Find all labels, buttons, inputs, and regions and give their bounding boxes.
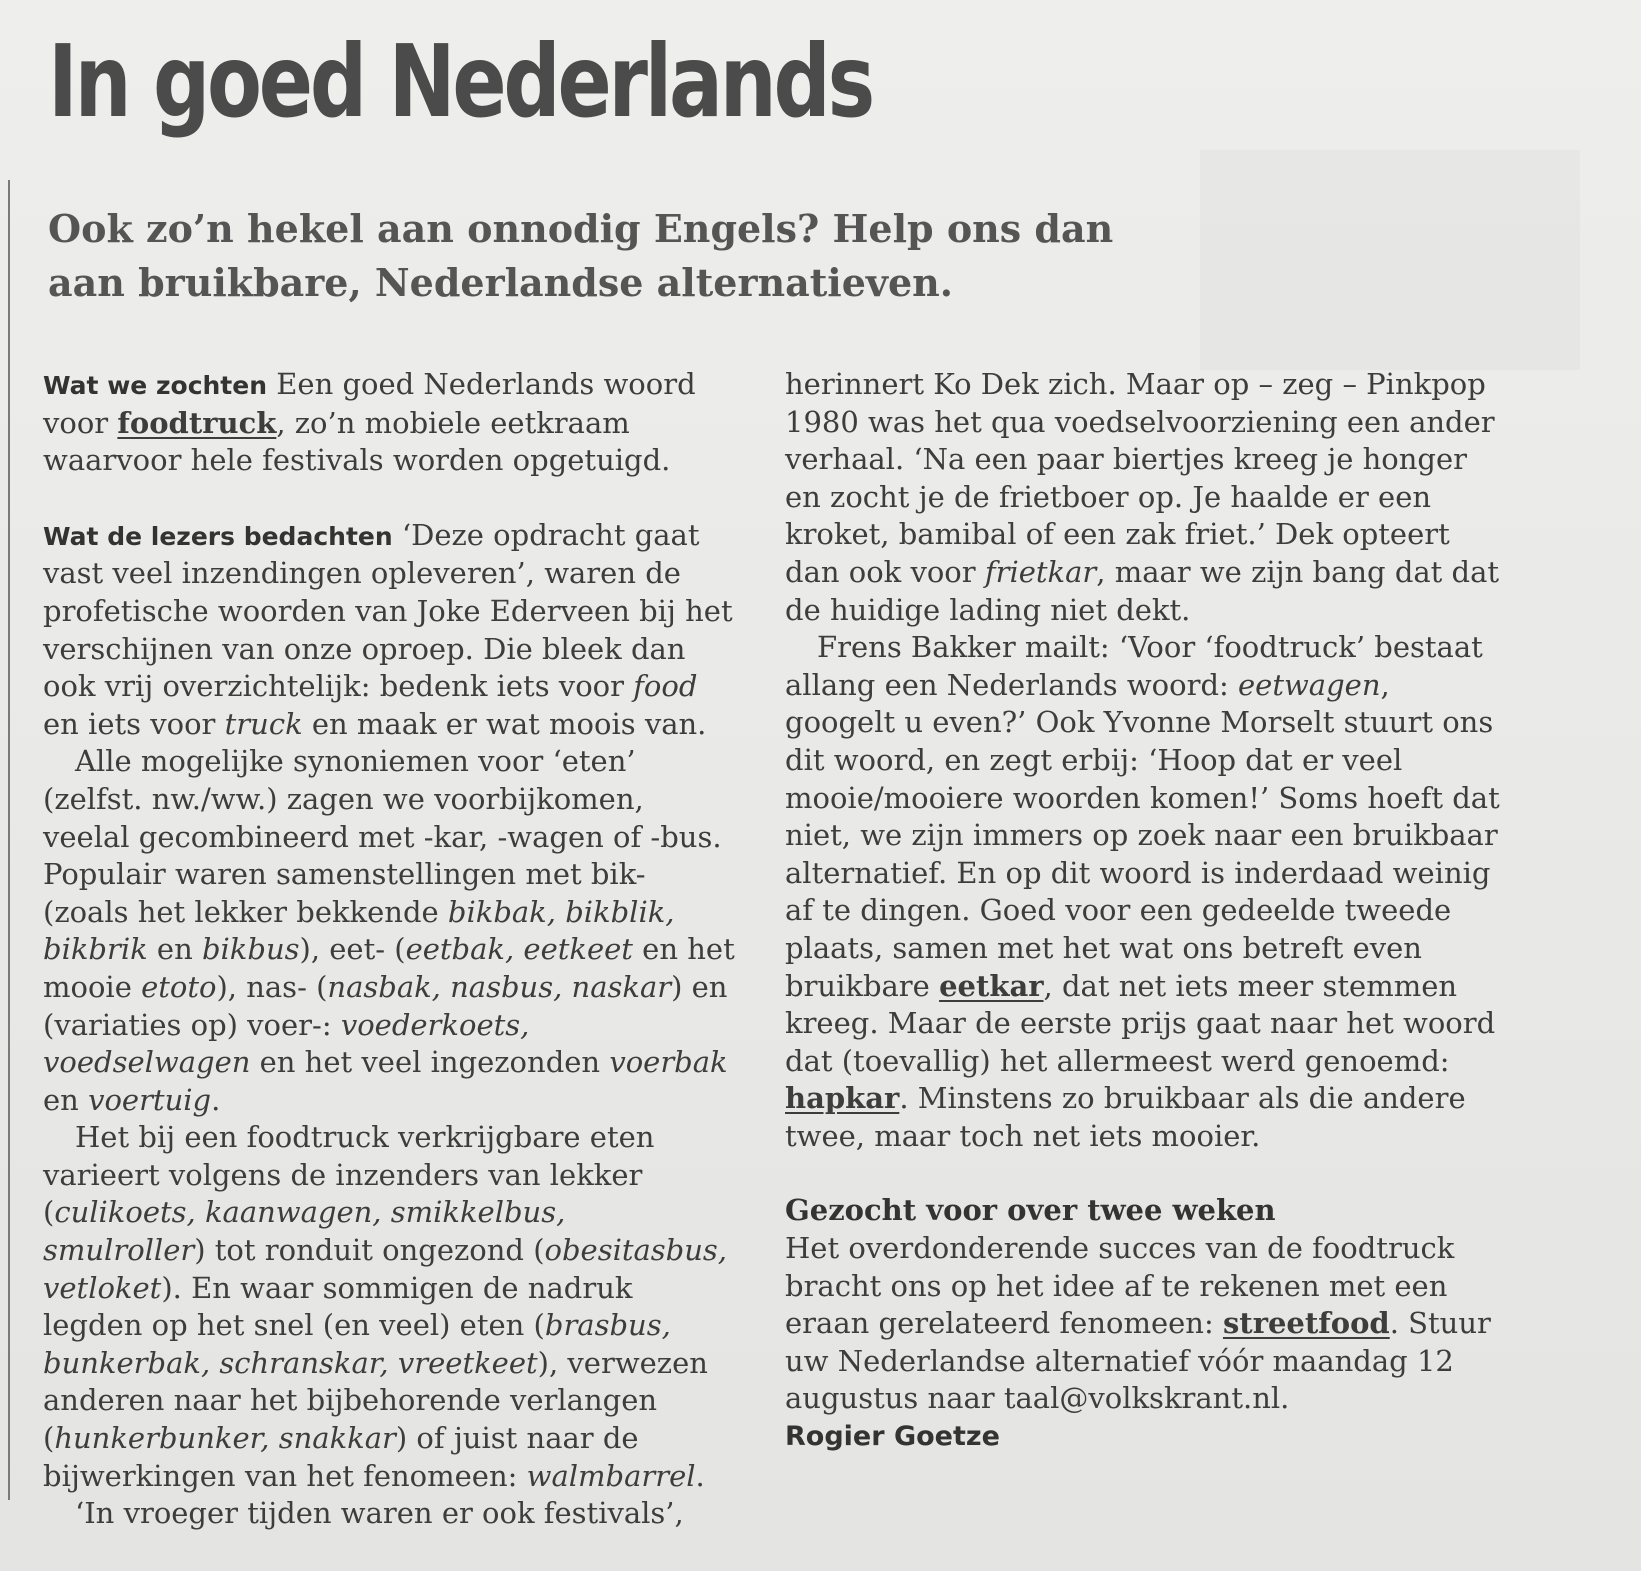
keyword-hapkar: hapkar: [785, 1081, 900, 1116]
column-rule: [8, 180, 10, 1500]
paragraph: ‘In vroeger tijden waren er ook festivals’,: [75, 1496, 684, 1531]
headline: In goed Nederlands: [48, 23, 873, 140]
section-reader-ideas: Wat de lezers bedachten ‘Deze opdracht gaat vast veel inzendingen opleveren’, waren de profetische woorden van Joke Ederveen bij het verschijnen van onze oproep. Die bleek dan ook vrij overzichtelijk: bedenk iets voor food en iets voor truck en maak er wat moois van.: [43, 517, 733, 741]
intro-text: Ook zo’n hekel aan onnodig Engels? Help ons dan aan bruikbare, Nederlandse alternatieven.: [48, 206, 1114, 305]
keyword-eetkar: eetkar: [939, 968, 1044, 1003]
paragraph: Frens Bakker mailt: ‘Voor ‘foodtruck’ bestaat allang een Nederlands woord: eetwagen, googelt u even?’ Ook Yvonne Morselt stuurt ons dit woord, en zegt erbij: ‘Hoop dat er veel mooie/mooiere woorden komen!’ Soms hoeft dat niet, we zijn immers op zoek naar een bruikbaar alternatief. En op dit woord is inderdaad weinig af te dingen. Goed voor een gedeelde tweede plaats, samen met het wat ons betreft even bruikbare eetkar, dat net iets meer stemmen kreeg. Maar de eerste prijs gaat naar het woord dat (toevallig) het allermeest werd genoemd: hapkar. Minstens zo bruikbaar als die andere twee, maar toch net iets mooier.: [785, 630, 1500, 1153]
right-column: [785, 366, 1505, 1456]
section-next-search: Gezocht voor over twee weken Het overdonderende succes van de foodtruck bracht ons op het idee af te rekenen met een eraan gerelateerd fenomeen: streetfood. Stuur uw Nederlandse alternatief vóór maandag 12 augustus naar taal@volkskrant.nl. Rogier Goetze: [785, 1192, 1505, 1455]
keyword-streetfood: streetfood: [1222, 1306, 1390, 1341]
paragraph: Het bij een foodtruck verkrijgbare eten varieert volgens de inzenders van lekker (culikoets, kaanwagen, smikkelbus, smulroller) tot ronduit ongezond (obesitasbus, vetloket). En waar sommigen de nadruk legden op het snel (en veel) eten (brasbus, bunkerbak, schranskar, vreetkeet), verwezen anderen naar het bijbehorende verlangen (hunkerbunker, snakkar) of juist naar de bijwerkingen van het fenomeen: walmbarrel.: [43, 1120, 728, 1493]
left-column: [43, 366, 737, 1533]
section-label: Wat de lezers bedachten: [43, 521, 393, 551]
section-what-we-sought: Wat we zochten Een goed Nederlands woord voor foodtruck, zo’n mobiele eetkraam waarvoor hele festivals worden opgetuigd.: [43, 367, 696, 478]
paragraph: herinnert Ko Dek zich. Maar op – zeg – Pinkpop 1980 was het qua voedselvoorziening een ander verhaal. ‘Na een paar biertjes kreeg je honger en zocht je de frietboer op. Je haalde er een kroket, bamibal of een zak friet.’ Dek opteert dan ook voor frietkar, maar we zijn bang dat dat de huidige lading niet dekt.: [785, 367, 1500, 627]
section-heading: Gezocht voor over twee weken: [785, 1193, 1276, 1228]
keyword-foodtruck: foodtruck: [117, 405, 277, 440]
bleed-through-block: [1200, 150, 1580, 370]
section-label: Wat we zochten: [43, 371, 268, 400]
author-byline: Rogier Goetze: [785, 1421, 1000, 1453]
paragraph: Alle mogelijke synoniemen voor ‘eten’ (zelfst. nw./ww.) zagen we voorbijkomen, veelal gecombineerd met -kar, -wagen of -bus. Populair waren samenstellingen met bik- (zoals het lekker bekkende bikbak, bikblik, bikbrik en bikbus), eet- (eetbak, eetkeet en het mooie etoto), nas- (nasbak, nasbus, naskar) en (variaties op) voer-: voederkoets, voedselwagen en het veel ingezonden voerbak en voertuig.: [43, 744, 735, 1117]
